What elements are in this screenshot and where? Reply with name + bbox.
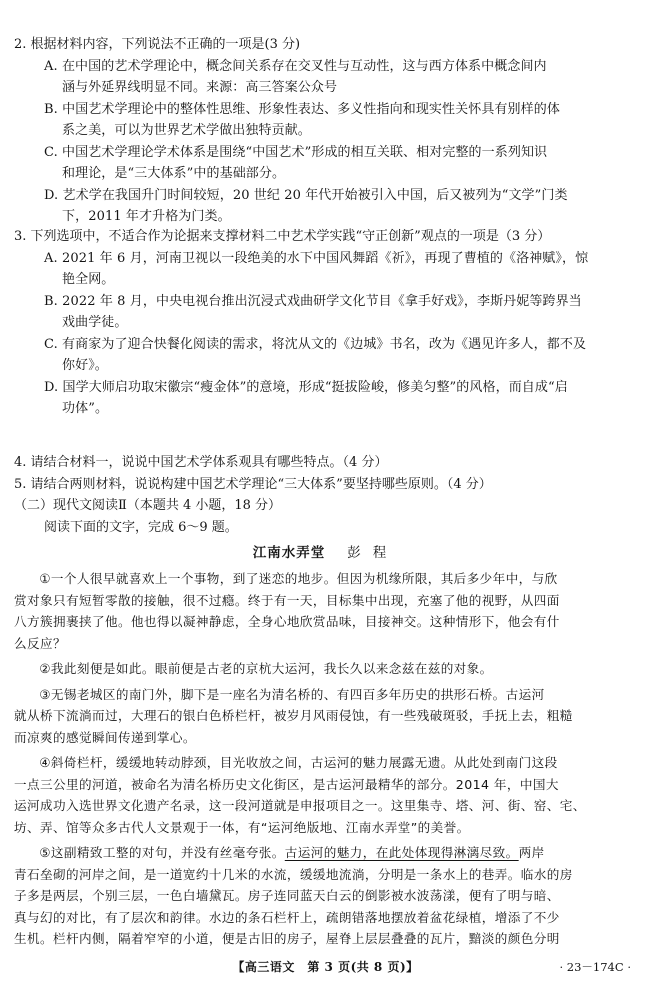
article-author: 彭程 <box>347 545 399 561</box>
page-number: 【高三语文 第 3 页(共 8 页)】 <box>232 960 419 974</box>
article-title-row <box>0 543 651 565</box>
question-5: 5. 请结合两则材料，说说构建中国艺术学理论“三大体系”要坚持哪些原则。（4 分） <box>14 476 492 492</box>
reading-instruction: 阅读下面的文字，完成 6～9 题。 <box>44 519 238 535</box>
paragraph-3: ③无锡老城区的南门外，脚下是一座名为清名桥的、有四百多年历史的拱形石桥。古运河 就从桥下流淌而过，大理石的银白色桥栏杆，被岁月风雨侵蚀，有一些残破斑驳，手抚上去，粗糙 而凉爽的感觉瞬间传递到掌心。 <box>14 686 573 745</box>
question-3-option-a: A. 2021 年 6 月，河南卫视以一段绝美的水下中国风舞蹈《祈》，再现了曹植的《洛神赋》，惊 艳全网。 <box>44 250 589 287</box>
paragraph-4: ④斜倚栏杆，缓缓地转动脖颈，目光收放之间，古运河的魅力展露无遗。从此处到南门这段 一点三公里的河道，被命名为清名桥历史文化街区，是古运河最精华的部分。2014 年，中国大 运河成功入选世界文化遗产名录，这一段河道就是申报项目之一。这里集寺、塔、河、街、窑、宅、 坊、弄、馆等众多古代人文景观于一体，有“运河绝版地、江南水弄堂”的美誉。 <box>14 755 586 835</box>
underlined-sentence: 古运河的魅力，在此处体现得淋漓尽致。 <box>284 845 519 860</box>
question-3-option-c: C. 有商家为了迎合快餐化阅读的需求，将沈从文的《边城》书名，改为《遇见许多人，都不及 你好》。 <box>44 336 587 373</box>
question-2-option-a: A. 在中国的艺术学理论中，概念间关系存在交叉性与互动性，这与西方体系中概念间内 涵与外延界线明显不同。来源：高三答案公众号 <box>44 58 547 95</box>
paragraph-2: ②我此刻便是如此。眼前便是古老的京杭大运河，我长久以来念兹在兹的对象。 <box>39 661 493 676</box>
article-title: 江南水弄堂 <box>252 545 326 561</box>
question-2-option-c: C. 中国艺术学理论学术体系是围绕“中国艺术”形成的相互关联、相对完整的一系列知识 和理论，是“三大体系”中的基础部分。 <box>44 144 548 181</box>
question-2-option-b: B. 中国艺术学理论中的整体性思维、形象性表达、多义性指向和现实性关怀具有别样的体 系之美，可以为世界艺术学做出独特贡献。 <box>44 101 560 138</box>
question-3-option-d: D. 国学大师启功取宋徽宗“瘦金体”的意境，形成“挺拔险峻，修美匀整”的风格，而自成“启 功体”。 <box>44 379 568 416</box>
question-3-stem: 3. 下列选项中，不适合作为论据来支撑材料二中艺术学实践“守正创新”观点的一项是（3 分） <box>14 229 551 244</box>
question-2-option-d: D. 艺术学在我国升门时间较短，20 世纪 20 年代开始被引入中国，后又被列为“文学”门类 下，2011 年才升格为门类。 <box>44 187 568 224</box>
question-2 <box>14 34 634 228</box>
exam-code: · 23－174C · <box>559 960 631 974</box>
question-4: 4. 请结合材料一，说说中国艺术学体系观具有哪些特点。（4 分） <box>14 455 388 470</box>
question-3 <box>14 226 634 420</box>
paragraph-5: ⑤这副精致工整的对句，并没有丝毫夸张。古运河的魅力，在此处体现得淋漓尽致。两岸 青石垒砌的河岸之间，是一道宽约十几米的水流，缓缓地流淌，分明是一条水上的巷弄。临水的房 子多是两层，个别三层，一色白墙黛瓦。房子连同蓝天白云的倒影被水波荡漾，便有了明与暗、 真与幻的对比，有了层次和韵律。水边的条石栏杆上，疏朗错落地摆放着盆花绿植，增添了不少 生机。栏杆内侧，隔着窄窄的小道，便是古旧的房子，屋脊上层层叠叠的瓦片，黯淡的颜色分明 <box>14 845 573 946</box>
question-3-option-b: B. 2022 年 8 月，中央电视台推出沉浸式戏曲研学文化节目《拿手好戏》，李斯丹妮等跨界当 戏曲学徒。 <box>44 293 582 330</box>
page-footer <box>0 957 651 985</box>
section-heading: （二）现代文阅读Ⅱ（本题共 4 小题，18 分） <box>14 498 282 513</box>
question-2-stem: 2. 根据材料内容，下列说法不正确的一项是(3 分) <box>14 37 301 52</box>
article-body <box>0 568 651 950</box>
questions-4-5 <box>14 452 634 538</box>
paragraph-1: ①一个人很早就喜欢上一个事物，到了迷恋的地步。但因为机缘所限，其后多少年中，与欣 赏对象只有短暂零散的接触，很不过瘾。终于有一天，目标集中出现，充塞了他的视野，从四面 八方簇拥裹挟了他。他也得以凝神静虑，全身心地欣赏品味，目接神交。这种情形下，他会有什 么反应？ <box>14 571 560 651</box>
